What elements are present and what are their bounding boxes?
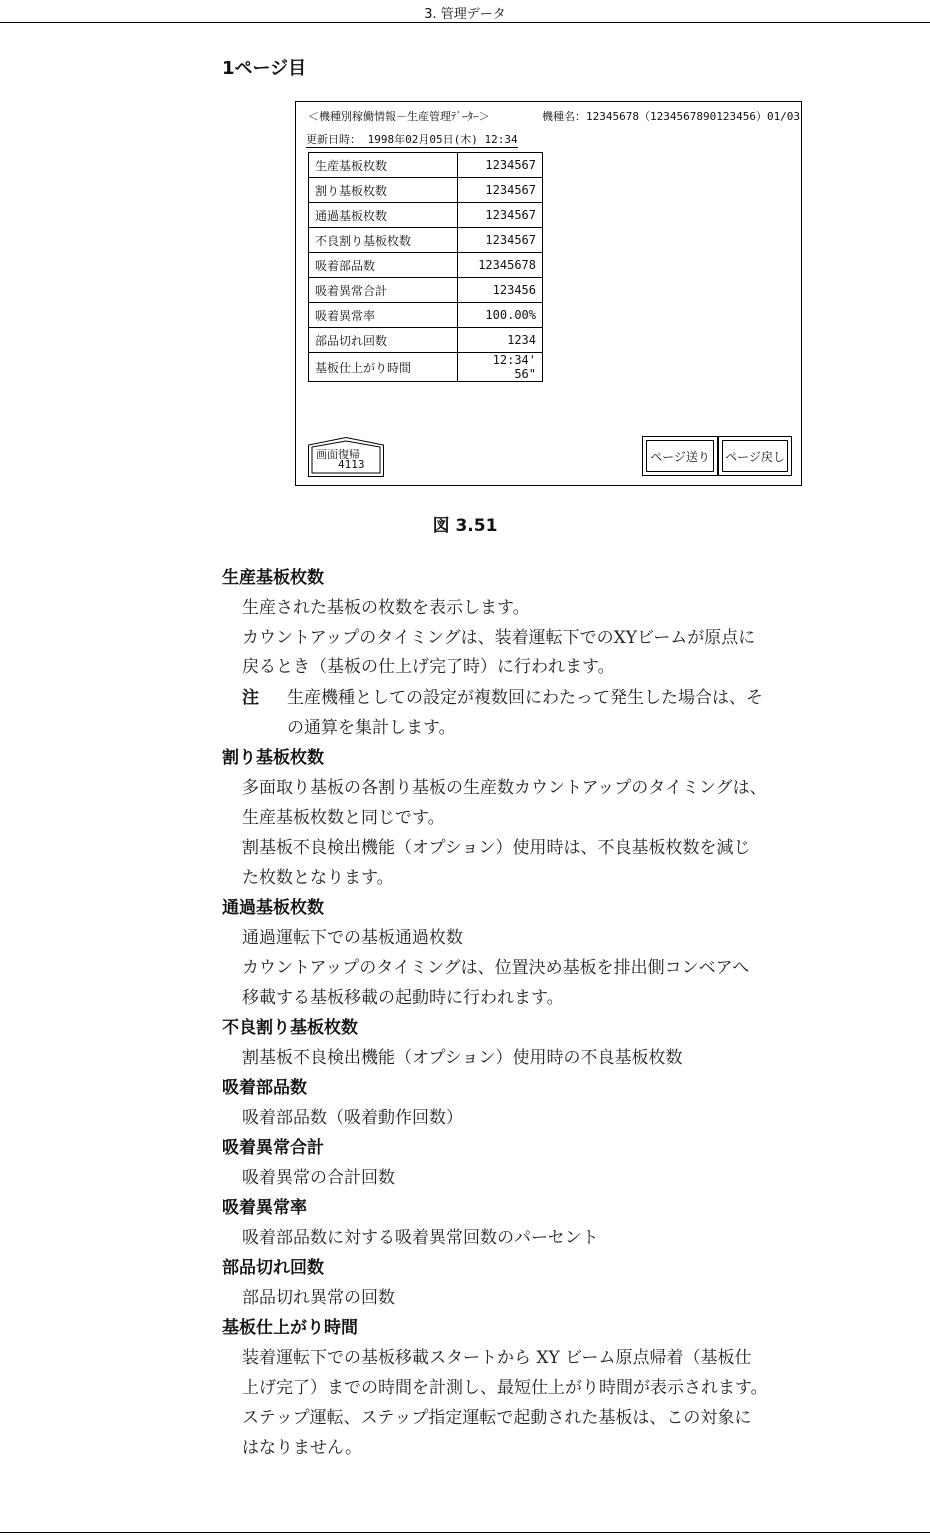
screen-figure xyxy=(295,101,802,486)
restore-label: 画面復帰 xyxy=(316,448,360,461)
row-value: 12:34' 56" xyxy=(458,353,543,382)
table-row xyxy=(309,278,543,303)
row-value: 1234567 xyxy=(458,203,543,228)
row-label: 吸着部品数 xyxy=(309,253,458,278)
paragraph-line: 吸着異常の合計回数 xyxy=(242,1168,395,1188)
paragraph-line: 割基板不良検出機能（オプション）使用時は、不良基板枚数を減じ xyxy=(242,838,751,858)
section-title: 割り基板枚数 xyxy=(222,748,324,768)
paragraph-line: 多面取り基板の各割り基板の生産数カウントアップのタイミングは、 xyxy=(242,778,767,798)
row-value: 123456 xyxy=(458,278,543,303)
section-title: 生産基板枚数 xyxy=(222,568,324,588)
note-line: の通算を集計します。 xyxy=(287,718,456,738)
section-title: 吸着部品数 xyxy=(222,1078,307,1098)
row-label: 吸着異常合計 xyxy=(309,278,458,303)
restore-screen-button[interactable] xyxy=(308,437,384,477)
paragraph-line: 吸着部品数（吸着動作回数） xyxy=(242,1108,463,1128)
update-datetime: 更新日時： 1998年02月05日(木) 12:34 xyxy=(306,133,518,146)
row-value: 1234 xyxy=(458,328,543,353)
paragraph-line: 生産基板枚数と同じです。 xyxy=(242,808,445,828)
page-next-label: ページ送り xyxy=(646,440,714,472)
page-next-button[interactable] xyxy=(642,436,718,476)
header-title: 3. 管理データ xyxy=(424,7,506,22)
paragraph-line: 割基板不良検出機能（オプション）使用時の不良基板枚数 xyxy=(242,1048,683,1068)
model-name: 機種名：12345678（1234567890123456）01/03 xyxy=(542,110,801,123)
row-label: 不良割り基板枚数 xyxy=(309,228,458,253)
paragraph-line: はなりません。 xyxy=(242,1438,363,1458)
table-row xyxy=(309,178,543,203)
table-row xyxy=(309,253,543,278)
paragraph-line: 吸着部品数に対する吸着異常回数のパーセント xyxy=(242,1228,599,1248)
note-mark: 注 xyxy=(242,688,259,708)
paragraph-line: 戻るとき（基板の仕上げ完了時）に行われます。 xyxy=(242,657,615,677)
row-value: 100.00% xyxy=(458,303,543,328)
table-row xyxy=(309,228,543,253)
page-prev-button[interactable] xyxy=(718,436,792,476)
restore-code: 4113 xyxy=(338,458,365,471)
row-value: 1234567 xyxy=(458,153,543,178)
row-label: 部品切れ回数 xyxy=(309,328,458,353)
footer-divider xyxy=(0,1532,930,1533)
note-line: 生産機種としての設定が複数回にわたって発生した場合は、そ xyxy=(287,688,763,708)
table-row xyxy=(309,203,543,228)
paragraph-line: 上げ完了）までの時間を計測し、最短仕上がり時間が表示されます。 xyxy=(242,1378,768,1398)
paragraph-line: 生産された基板の枚数を表示します。 xyxy=(242,598,530,618)
paragraph-line: 通過運転下での基板通過枚数 xyxy=(242,928,463,948)
row-value: 12345678 xyxy=(458,253,543,278)
figure-caption: 図 3.51 xyxy=(432,516,498,536)
paragraph-line: 移載する基板移載の起動時に行われます。 xyxy=(242,988,564,1008)
paragraph-line: 装着運転下での基板移載スタートから XY ビーム原点帰着（基板仕 xyxy=(242,1348,752,1368)
page-header xyxy=(0,0,930,23)
row-value: 1234567 xyxy=(458,228,543,253)
row-label: 基板仕上がり時間 xyxy=(309,353,458,382)
paragraph-line: カウントアップのタイミングは、装着運転下でのXYビームが原点に xyxy=(242,628,756,648)
table-row xyxy=(309,328,543,353)
section-title: 吸着異常率 xyxy=(222,1198,307,1218)
stats-table xyxy=(308,152,543,382)
paragraph-line: 部品切れ異常の回数 xyxy=(242,1288,395,1308)
paragraph-line: カウントアップのタイミングは、位置決め基板を排出側コンベアへ xyxy=(242,958,750,978)
paragraph-line: ステップ運転、ステップ指定運転で起動された基板は、この対象に xyxy=(242,1408,752,1428)
paragraph-line: た枚数となります。 xyxy=(242,868,394,888)
table-row xyxy=(309,303,543,328)
row-label: 割り基板枚数 xyxy=(309,178,458,203)
section-title: 基板仕上がり時間 xyxy=(222,1318,358,1338)
section-title: 不良割り基板枚数 xyxy=(222,1018,358,1038)
section-title: 部品切れ回数 xyxy=(222,1258,324,1278)
section-title: 通過基板枚数 xyxy=(222,898,324,918)
page-label: 1ページ目 xyxy=(222,58,307,79)
row-label: 通過基板枚数 xyxy=(309,203,458,228)
page-prev-label: ページ戻し xyxy=(722,440,788,472)
row-value: 1234567 xyxy=(458,178,543,203)
table-row xyxy=(309,353,543,382)
section-title: 吸着異常合計 xyxy=(222,1138,324,1158)
row-label: 生産基板枚数 xyxy=(309,153,458,178)
row-label: 吸着異常率 xyxy=(309,303,458,328)
screen-title: ＜機種別稼働情報－生産管理ﾃﾞｰﾀｰ＞ xyxy=(308,110,490,123)
table-row xyxy=(309,153,543,178)
